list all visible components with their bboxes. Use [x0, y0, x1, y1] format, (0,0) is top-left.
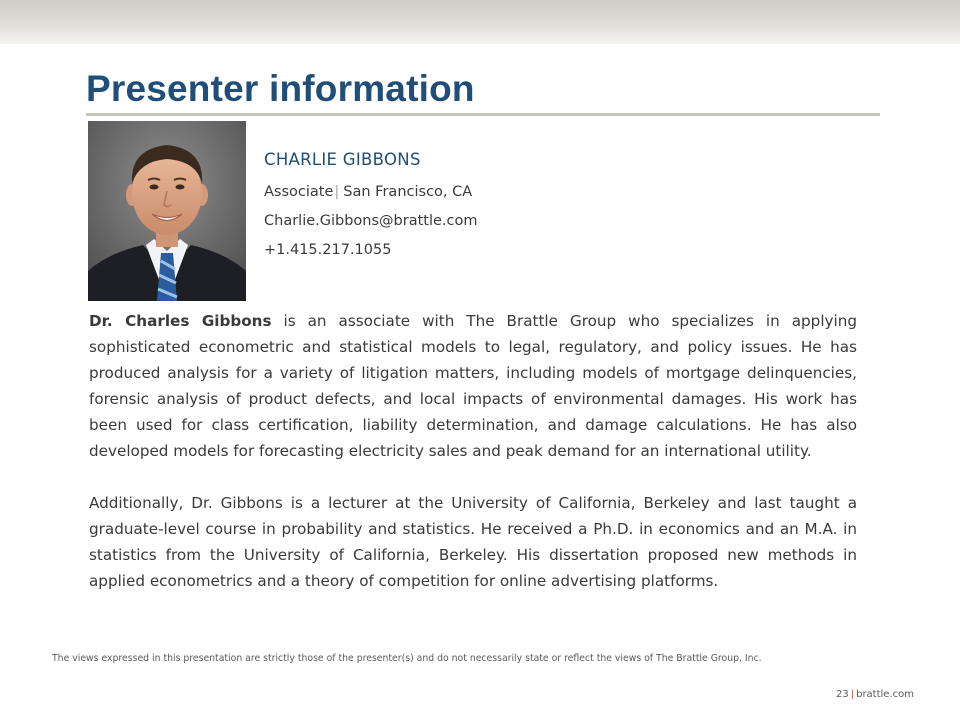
presenter-phone: +1.415.217.1055: [264, 242, 392, 258]
presenter-name: CHARLIE GIBBONS: [264, 150, 421, 169]
presenter-location: San Francisco, CA: [343, 184, 473, 200]
presenter-role: Associate: [264, 184, 334, 200]
role-location-line: [264, 178, 478, 207]
bio-name-bold: Dr. Charles Gibbons: [89, 312, 272, 330]
page-title: Presenter information: [86, 68, 475, 109]
role-separator: |: [334, 184, 340, 200]
page-number: 23: [835, 689, 849, 700]
biography: [89, 308, 857, 594]
disclaimer: The views expressed in this presentation are strictly those of the presenter(s) and do not necessarily state or reflect the views of The Brattle Group, Inc.: [52, 653, 762, 664]
bio-paragraph-1: [89, 308, 857, 464]
footer-separator: |: [850, 689, 855, 700]
presenter-photo: [88, 121, 246, 301]
bio-paragraph-1-text: is an associate with The Brattle Group who specializes in applying sophisticated econometric and statistical models to legal, regulatory, and policy issues. He has produced analysis for a variety of litigation matters, including models of mortgage delinquencies, forensic analysis of product defects, and local impacts of environmental damages. His work has been used for class certification, liability determination, and damage calculations. He has also developed models for forecasting electricity sales and peak demand for an international utility.: [89, 312, 858, 460]
footer-site[interactable]: brattle.com: [856, 689, 914, 700]
title-divider: [86, 113, 880, 116]
top-header-band: [0, 0, 960, 44]
slide-footer: [836, 689, 914, 700]
presenter-email[interactable]: Charlie.Gibbons@brattle.com: [264, 213, 478, 229]
contact-block: [264, 150, 478, 265]
bio-paragraph-2: Additionally, Dr. Gibbons is a lecturer at the University of California, Berkeley and last taught a graduate-level course in probability and statistics. He received a Ph.D. in economics and an M.A. in statistics from the University of California, Berkeley. His dissertation proposed new methods in applied econometrics and a theory of competition for online advertising platforms.: [89, 494, 857, 590]
presenter-portrait-image: [88, 121, 246, 301]
